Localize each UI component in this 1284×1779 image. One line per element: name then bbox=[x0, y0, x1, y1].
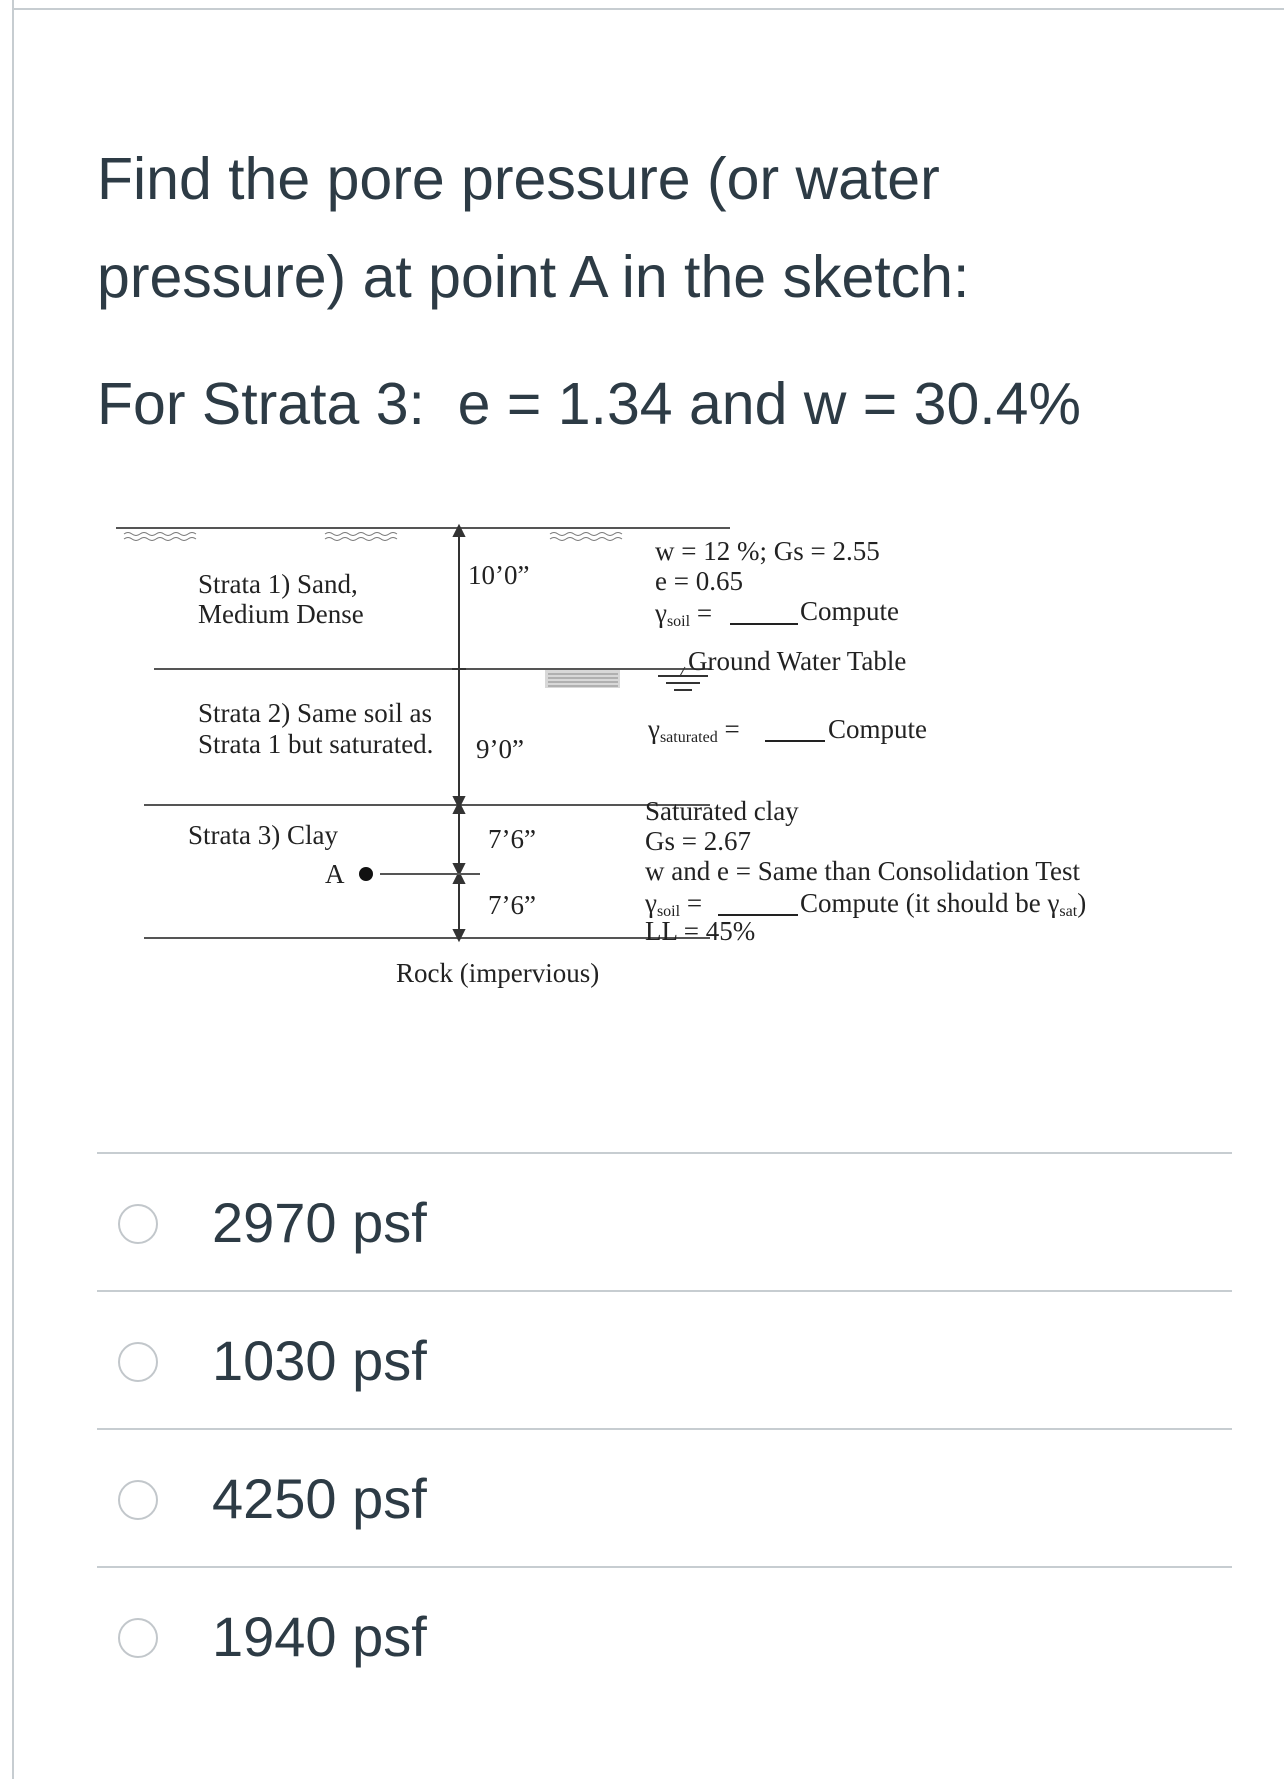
question-line-1: Find the pore pressure (or water bbox=[97, 146, 940, 212]
radio-button[interactable] bbox=[118, 1618, 158, 1658]
strata-3-props-line-1: Saturated clay bbox=[645, 796, 799, 826]
soil-profile-svg bbox=[110, 520, 1230, 1040]
strata-3-liquid-limit: LL = 45% bbox=[645, 916, 756, 946]
strata-3-gamma: γsoil = bbox=[645, 888, 703, 920]
radio-button[interactable] bbox=[118, 1480, 158, 1520]
dimension-label-10ft: 10’0” bbox=[468, 560, 530, 590]
answer-label[interactable]: 2970 psf bbox=[212, 1191, 427, 1254]
dimension-label-9ft: 9’0” bbox=[476, 734, 524, 764]
dimension-label-7ft6-lower: 7’6” bbox=[488, 890, 536, 920]
strata-1-compute: Compute bbox=[800, 596, 899, 626]
point-a-label: A bbox=[325, 859, 345, 889]
water-table-hatch bbox=[545, 670, 620, 688]
answer-option[interactable] bbox=[97, 1290, 1232, 1428]
strata-2-compute: Compute bbox=[828, 714, 927, 744]
strata-3-props-line-3: w and e = Same than Consolidation Test bbox=[645, 856, 1081, 886]
frame-left-border bbox=[12, 0, 14, 1779]
answer-label[interactable]: 1940 psf bbox=[212, 1605, 427, 1668]
answer-label[interactable]: 4250 psf bbox=[212, 1467, 427, 1530]
strata-1-label-line-1: Strata 1) Sand, bbox=[198, 569, 358, 599]
answer-option[interactable] bbox=[97, 1152, 1232, 1290]
ground-hatch bbox=[124, 533, 622, 541]
radio-button[interactable] bbox=[118, 1204, 158, 1244]
strata-1-label-line-2: Medium Dense bbox=[198, 599, 364, 629]
strata-1-gamma: γsoil = bbox=[655, 598, 713, 630]
soil-profile-sketch bbox=[110, 520, 1230, 1040]
strata-3-note: For Strata 3: e = 1.34 and w = 30.4% bbox=[97, 371, 1081, 437]
point-a-dot bbox=[359, 867, 373, 881]
question-line-2: pressure) at point A in the sketch: bbox=[97, 244, 970, 310]
frame-top-border bbox=[12, 8, 1284, 10]
strata-1-props-line-1: w = 12 %; Gs = 2.55 bbox=[655, 536, 880, 566]
dimension-arrow-strata-1-2 bbox=[452, 526, 466, 807]
strata-3-props-line-2: Gs = 2.67 bbox=[645, 826, 751, 856]
rock-label: Rock (impervious) bbox=[396, 958, 600, 988]
answer-options bbox=[97, 1152, 1232, 1704]
ground-water-table-label: Ground Water Table bbox=[688, 646, 907, 676]
answer-option[interactable] bbox=[97, 1566, 1232, 1704]
strata-1-props-line-2: e = 0.65 bbox=[655, 566, 743, 596]
strata-3-label: Strata 3) Clay bbox=[188, 820, 338, 850]
strata-2-label-line-2: Strata 1 but saturated. bbox=[198, 729, 434, 759]
strata-2-label-line-1: Strata 2) Same soil as bbox=[198, 698, 432, 728]
answer-label[interactable]: 1030 psf bbox=[212, 1329, 427, 1392]
radio-button[interactable] bbox=[118, 1342, 158, 1382]
question-text bbox=[97, 130, 1217, 326]
answer-option[interactable] bbox=[97, 1428, 1232, 1566]
strata-3-compute: Compute (it should be γsat) bbox=[800, 888, 1087, 920]
strata-2-gamma: γsaturated = bbox=[648, 714, 740, 746]
dimension-label-7ft6-upper: 7’6” bbox=[488, 824, 536, 854]
dimension-arrow-strata-3 bbox=[454, 803, 464, 940]
